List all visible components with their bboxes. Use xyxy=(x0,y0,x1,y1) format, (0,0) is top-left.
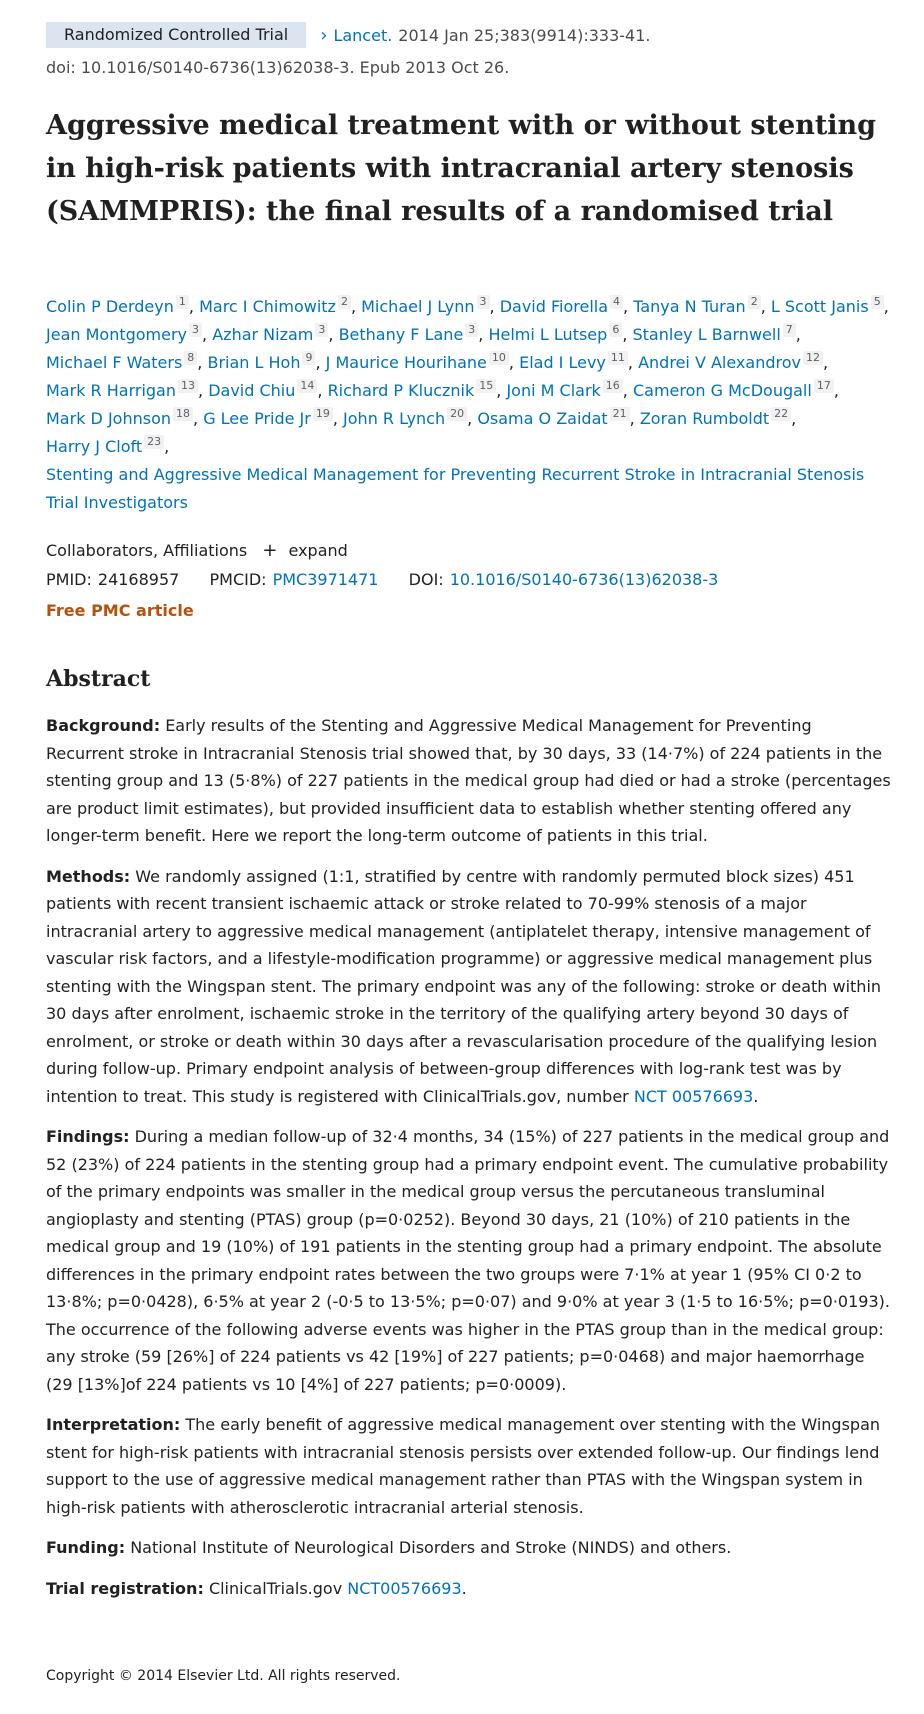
doi-label: DOI: xyxy=(408,570,444,589)
interpretation-label: Interpretation: xyxy=(46,1415,181,1434)
abstract-findings xyxy=(46,1123,894,1398)
affiliation-number[interactable]: 3 xyxy=(189,323,202,337)
affiliation-number[interactable]: 6 xyxy=(609,323,622,337)
author-link[interactable]: Marc I Chimowitz xyxy=(199,297,336,316)
affiliation-number[interactable]: 8 xyxy=(184,351,197,365)
author-item xyxy=(343,409,472,428)
citation-line xyxy=(46,22,651,48)
author-link[interactable]: Michael F Waters xyxy=(46,353,183,372)
author-item xyxy=(500,297,628,316)
author-item xyxy=(207,353,320,372)
author-separator: , xyxy=(508,353,514,372)
free-pmc-article-link[interactable]: Free PMC article xyxy=(46,601,194,620)
author-separator: , xyxy=(193,409,199,428)
trial-end: . xyxy=(461,1578,467,1598)
author-separator: , xyxy=(833,381,839,400)
author-item xyxy=(339,325,484,344)
author-link[interactable]: Tanya N Turan xyxy=(633,297,746,316)
affiliation-number[interactable]: 19 xyxy=(313,407,333,421)
pmid-label: PMID: xyxy=(46,570,92,589)
author-item xyxy=(46,297,194,316)
affiliation-number[interactable]: 17 xyxy=(814,379,834,393)
author-link[interactable]: Brian L Hoh xyxy=(207,353,301,372)
trial-registration-link[interactable]: NCT00576693 xyxy=(347,1578,462,1598)
nct-link[interactable]: NCT 00576693 xyxy=(633,1086,754,1106)
author-item xyxy=(488,325,627,344)
author-group-link[interactable]: Stenting and Aggressive Medical Management for Preventing Recurrent Stroke in Intracranial Stenosis Trial Investigators xyxy=(46,465,865,512)
collaborators-label: Collaborators, Affiliations xyxy=(46,541,248,560)
author-link[interactable]: Mark D Johnson xyxy=(46,409,171,428)
findings-label: Findings: xyxy=(46,1127,130,1146)
author-item xyxy=(361,297,494,316)
author-item xyxy=(640,409,796,428)
affiliation-number[interactable]: 7 xyxy=(783,323,796,337)
interpretation-text: The early benefit of aggressive medical management over stenting with the Wingspan stent for high-risk patients with intracranial stenosis persists over extended follow-up. Our findings lend support to the use of aggressive medical management rather than PTAS with the Wingspan system in high-risk patients with atherosclerotic intracranial arterial stenosis. xyxy=(46,1415,881,1517)
affiliation-number[interactable]: 10 xyxy=(489,351,509,365)
author-link[interactable]: Andrei V Alexandrov xyxy=(638,353,801,372)
funding-label: Funding: xyxy=(46,1538,126,1557)
author-separator: , xyxy=(883,297,889,316)
affiliation-number[interactable]: 13 xyxy=(178,379,198,393)
article-title: Aggressive medical treatment with or without stenting in high-risk patients with intracranial artery stenosis (SAMMPRIS): the final results of a randomised trial xyxy=(46,110,877,227)
methods-text: We randomly assigned (1:1, stratified by centre with randomly permuted block sizes) 451 patients with recent transient ischaemic attack or stroke related to 70-99% stenosis of a major intracranial artery to aggressive medical management (antiplatelet therapy, intensive management of vascular risk factors, and a lifestyle-modification programme) or aggressive medical management plus stenting with the Wingspan stent. The primary endpoint was any of the following: stroke or death within 30 days after enrolment, ischaemic stroke in the territory of the qualifying artery beyond 30 days of enrolment, or stroke or death within 30 days after a revascularisation procedure of the qualifying lesion during follow-up. Primary endpoint analysis of between-group differences with log-rank test was by intention to treat. This study is registered with ClinicalTrials.gov, number xyxy=(46,866,882,1106)
author-link[interactable]: Stanley L Barnwell xyxy=(632,325,781,344)
author-separator: , xyxy=(489,297,495,316)
author-item xyxy=(638,353,828,372)
author-link[interactable]: David Fiorella xyxy=(499,297,609,316)
pmcid-label: PMCID: xyxy=(209,570,267,589)
affiliation-number[interactable]: 12 xyxy=(803,351,823,365)
collaborators-affiliations xyxy=(46,540,348,561)
affiliation-number[interactable]: 9 xyxy=(302,351,315,365)
author-item xyxy=(46,325,207,344)
author-link[interactable]: Zoran Rumboldt xyxy=(639,409,770,428)
affiliation-number[interactable]: 11 xyxy=(608,351,628,365)
author-separator: , xyxy=(328,325,334,344)
author-separator: , xyxy=(350,297,357,316)
author-link[interactable]: L Scott Janis xyxy=(770,297,869,316)
abstract-funding xyxy=(46,1534,894,1562)
author-link[interactable]: Colin P Derdeyn xyxy=(46,297,174,316)
author-link[interactable]: Joni M Clark xyxy=(506,381,601,400)
methods-label: Methods: xyxy=(46,866,131,886)
author-link[interactable]: Jean Montgomery xyxy=(46,325,188,344)
affiliation-number[interactable]: 3 xyxy=(465,323,478,337)
author-item xyxy=(212,325,333,344)
expand-button[interactable]: expand xyxy=(288,541,348,560)
affiliation-number[interactable]: 3 xyxy=(315,323,328,337)
author-link[interactable]: Cameron G McDougall xyxy=(632,381,812,400)
author-item xyxy=(199,297,356,316)
background-label: Background: xyxy=(46,716,161,735)
affiliation-number[interactable]: 20 xyxy=(447,407,467,421)
identifiers-line xyxy=(46,570,718,589)
author-separator: , xyxy=(315,353,321,372)
journal-link[interactable]: Lancet. xyxy=(333,25,393,45)
author-item xyxy=(633,381,839,400)
affiliation-number[interactable]: 23 xyxy=(144,435,164,449)
author-separator: , xyxy=(622,325,628,344)
affiliation-number[interactable]: 16 xyxy=(603,379,623,393)
abstract-methods xyxy=(46,863,894,1111)
author-link[interactable]: Elad I Levy xyxy=(519,353,606,372)
abstract-background xyxy=(46,712,894,850)
author-link[interactable]: G Lee Pride Jr xyxy=(203,409,311,428)
abstract-trial-registration xyxy=(46,1575,894,1603)
author-separator: , xyxy=(629,409,635,428)
author-item xyxy=(203,409,338,428)
abstract-heading: Abstract xyxy=(46,666,151,692)
trial-registration-text: ClinicalTrials.gov xyxy=(208,1578,343,1598)
author-link[interactable]: Bethany F Lane xyxy=(338,325,464,344)
author-item xyxy=(633,297,766,316)
author-item xyxy=(328,381,502,400)
author-link[interactable]: Harry J Cloft xyxy=(46,437,143,456)
author-item xyxy=(46,353,202,372)
author-item xyxy=(506,381,627,400)
authors-list xyxy=(46,293,896,517)
findings-text: During a median follow-up of 32·4 months, 34 (15%) of 227 patients in the medical group and 52 (23%) of 224 patients in the stenting group had a primary endpoint event. The cumulative probability of the primary endpoints was smaller in the medical group versus the percutaneous transluminal angioplasty and stenting (PTAS) group (p=0·0252). Beyond 30 days, 21 (10%) of 210 patients in the medical group and 19 (10%) of 191 patients in the stenting group had a primary endpoint. The absolute differences in the primary endpoint rates between the two groups were 7·1% at year 1 (95% CI 0·2 to 13·8%; p=0·0428), 6·5% at year 2 (-0·5 to 13·5%; p=0·07) and 9·0% at year 3 (1·5 to 16·5%; p=0·0193). The occurrence of the following adverse events was higher in the PTAS group than in the medical group: any stroke (59 [26%] of 224 patients vs 42 [19%] of 227 patients; p=0·0468) and major haemorrhage (29 [13%]of 224 patients vs 10 [4%] of 227 patients; p=0·0009). xyxy=(46,1127,890,1394)
author-item xyxy=(46,437,169,456)
affiliation-number[interactable]: 2 xyxy=(338,295,351,309)
publication-type-badge: Randomized Controlled Trial xyxy=(46,22,306,48)
chevron-right-icon: › xyxy=(320,24,328,46)
author-separator: , xyxy=(197,353,203,372)
author-separator: , xyxy=(822,353,829,372)
author-separator: , xyxy=(467,409,473,428)
author-link[interactable]: Azhar Nizam xyxy=(212,325,314,344)
author-link[interactable]: Helmi L Lutsep xyxy=(488,325,608,344)
author-link[interactable]: Osama O Zaidat xyxy=(477,409,608,428)
affiliation-number[interactable]: 15 xyxy=(476,379,496,393)
author-link[interactable]: Richard P Klucznik xyxy=(327,381,475,400)
background-text: Early results of the Stenting and Aggressive Medical Management for Preventing Recurrent stroke in Intracranial Stenosis trial showed that, by 30 days, 33 (14·7%) of 224 patients in the stenting group and 13 (5·8%) of 227 patients in the medical group had died or had a stroke (percentages are product limit estimates), but provided insufficient data to establish whether stenting offered any longer-term benefit. Here we report the long-term outcome of patients in this trial. xyxy=(46,716,891,845)
copyright-notice: Copyright © 2014 Elsevier Ltd. All rights reserved. xyxy=(46,1668,401,1684)
author-separator: , xyxy=(478,325,484,344)
author-separator: , xyxy=(795,325,801,344)
affiliation-number[interactable]: 3 xyxy=(477,295,490,309)
pmcid-link[interactable]: PMC3971471 xyxy=(272,570,379,589)
author-item xyxy=(326,353,514,372)
affiliation-number[interactable]: 18 xyxy=(173,407,193,421)
author-link[interactable]: Michael J Lynn xyxy=(361,297,475,316)
author-separator: , xyxy=(791,409,797,428)
author-separator: , xyxy=(760,297,766,316)
author-link[interactable]: David Chiu xyxy=(208,381,296,400)
author-item xyxy=(46,409,198,428)
author-item xyxy=(477,409,634,428)
author-separator: , xyxy=(332,409,338,428)
author-item xyxy=(208,381,322,400)
plus-icon: + xyxy=(262,540,278,561)
methods-end: . xyxy=(753,1086,759,1106)
funding-text: National Institute of Neurological Disorders and Stroke (NINDS) and others. xyxy=(130,1538,732,1557)
doi-epub-line: doi: 10.1016/S0140-6736(13)62038-3. Epub 2013 Oct 26. xyxy=(46,58,510,77)
abstract-interpretation xyxy=(46,1411,894,1521)
author-separator: , xyxy=(164,437,170,456)
affiliation-number[interactable]: 1 xyxy=(176,295,189,309)
author-link[interactable]: J Maurice Hourihane xyxy=(325,353,487,372)
affiliation-number[interactable]: 21 xyxy=(610,407,630,421)
affiliation-number[interactable]: 5 xyxy=(871,295,884,309)
affiliation-number[interactable]: 2 xyxy=(748,295,761,309)
author-item xyxy=(519,353,633,372)
author-separator: , xyxy=(623,297,629,316)
trial-registration-label: Trial registration: xyxy=(46,1578,204,1598)
author-separator: , xyxy=(202,325,208,344)
affiliation-number[interactable]: 22 xyxy=(771,407,791,421)
affiliation-number[interactable]: 4 xyxy=(610,295,623,309)
pmid-value: 24168957 xyxy=(97,570,180,589)
author-link[interactable]: John R Lynch xyxy=(343,409,446,428)
author-separator: , xyxy=(496,381,502,400)
author-item xyxy=(771,297,889,316)
abstract-body xyxy=(46,712,894,1615)
author-link[interactable]: Mark R Harrigan xyxy=(46,381,176,400)
author-separator: , xyxy=(622,381,628,400)
author-separator: , xyxy=(627,353,633,372)
author-separator: , xyxy=(188,297,194,316)
author-separator: , xyxy=(198,381,204,400)
citation-details: 2014 Jan 25;383(9914):333-41. xyxy=(398,25,651,45)
author-item xyxy=(46,381,203,400)
doi-link[interactable]: 10.1016/S0140-6736(13)62038-3 xyxy=(449,570,719,589)
affiliation-number[interactable]: 14 xyxy=(297,379,317,393)
author-separator: , xyxy=(317,381,323,400)
author-item xyxy=(633,325,801,344)
